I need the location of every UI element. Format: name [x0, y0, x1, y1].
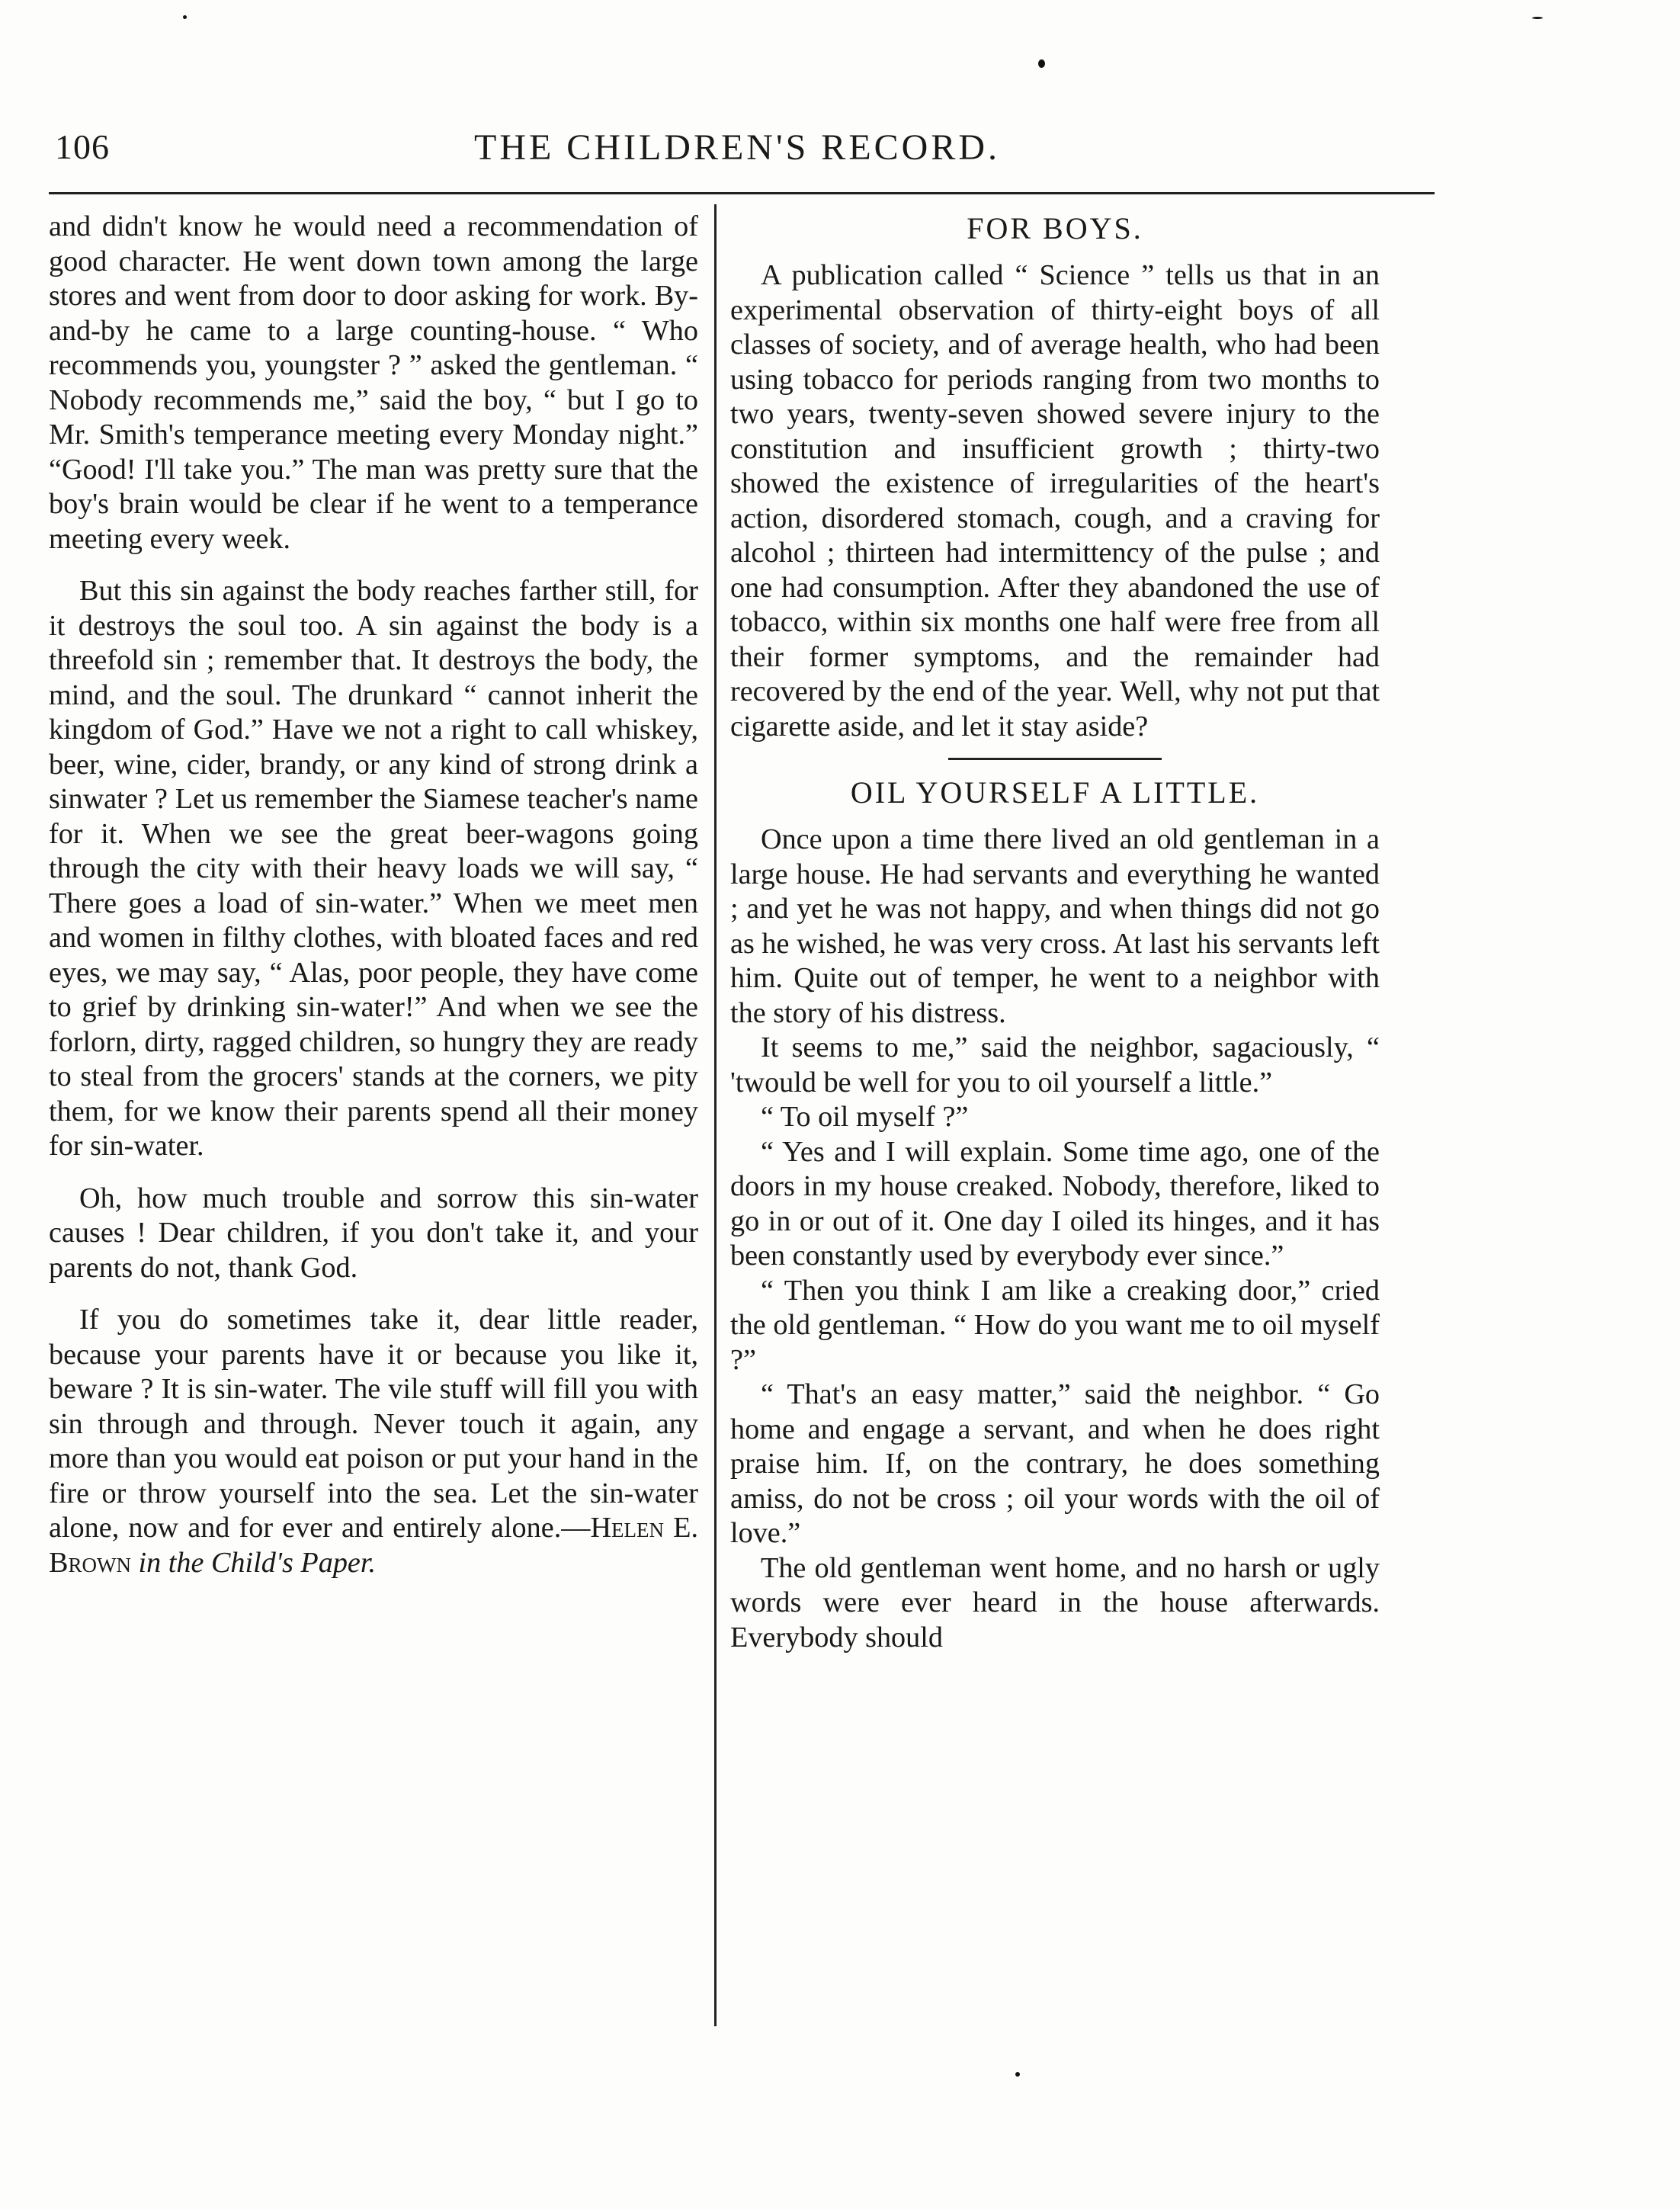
- header-rule: [49, 192, 1435, 194]
- right-column: [730, 210, 1380, 1655]
- paragraph: and didn't know he would need a recommendation of good character. He went down town among the large stores and went from door to door asking for work. By-and-by he came to a large counting-house. “ Who recommends you, youngster ? ” asked the gentleman. “ Nobody recommends me,” said the boy, “ but I go to Mr. Smith's temperance meeting every Monday night.” “Good! I'll take you.” The man was pretty sure that the boy's brain would be clear if he went to a temperance meeting every week.: [49, 210, 698, 555]
- paragraph: Oh, how much trouble and sorrow this sin-water causes ! Dear children, if you don't take it, and your parents do not, thank God.: [49, 1182, 698, 1284]
- print-speck: [1015, 2072, 1020, 2077]
- column-rule: [714, 204, 717, 2026]
- paragraph: “ Yes and I will explain. Some time ago, one of the doors in my house creaked. Nobody, therefore, liked to go in or out of it. One day I oiled its hinges, and it has been constantly used by everybody ever since.”: [730, 1135, 1380, 1272]
- page-header: [55, 127, 1419, 180]
- page-number: 106: [55, 127, 110, 166]
- paragraph-text: If you do sometimes take it, dear little reader, because your parents have it or because you like it, beware ? It is sin-water. The vile stuff will fill you with sin through and through. Never touch it again, any more than you would eat poison or put your hand in the fire or throw yourself into the sea. Let the sin-water alone, now and for ever and entirely alone.—: [49, 1304, 698, 1544]
- print-speck: [1532, 17, 1543, 19]
- print-speck: [1038, 59, 1045, 68]
- paragraph: “ To oil myself ?”: [761, 1101, 969, 1133]
- byline-source: in the Child's Paper.: [138, 1546, 377, 1579]
- paragraph: A publication called “ Science ” tells us that in an experimental observation of thirty-eight boys of all classes of society, and of average health, who had been using tobacco for periods ranging from two months to two years, twenty-seven showed severe injury to the constitution and insufficient growth ; thirty-two showed the existence of irregularities of the heart's action, disordered stomach, cough, and a craving for alcohol ; thirteen had intermittency of the pulse ; and one had consumption. After they abandoned the use of tobacco, within six months one half were free from all their former symptoms, and the remainder had recovered by the end of the year. Well, why not put that cigarette aside, and let it stay aside?: [730, 259, 1380, 743]
- section-title-for-boys: FOR BOYS.: [967, 211, 1143, 245]
- print-speck: [183, 15, 187, 19]
- byline-author: Helen E. Brown: [49, 1512, 698, 1579]
- left-column: [49, 210, 698, 1580]
- paragraph: The old gentleman went home, and no harsh or ugly words were ever heard in the house afterwards. Everybody should: [730, 1551, 1380, 1653]
- running-head: THE CHILDREN'S RECORD.: [474, 127, 1000, 168]
- section-title-oil-yourself: OIL YOURSELF A LITTLE.: [850, 775, 1260, 810]
- paragraph: Once upon a time there lived an old gentleman in a large house. He had servants and everything he wanted ; and yet he was not happy, and when things did not go as he wished, he was very cross. At last his servants left him. Quite out of temper, he went to a neighbor with the story of his distress.: [730, 823, 1380, 1029]
- paragraph: But this sin against the body reaches farther still, for it destroys the soul too. A sin against the body is a threefold sin ; remember that. It destroys the body, the mind, and the soul. The drunkard “ cannot inherit the kingdom of God.” Have we not a right to call whiskey, beer, wine, cider, brandy, or any kind of strong drink a sinwater ? Let us remember the Siamese teacher's name for it. When we see the great beer-wagons going through the city with their heavy loads we will say, “ There goes a load of sin-water.” When we meet men and women in filthy clothes, with bloated faces and red eyes, we may say, “ Alas, poor people, they have come to grief by drinking sin-water!” And when we see the forlorn, dirty, ragged children, so hungry they are ready to steal from the grocers' stands at the corners, we pity them, for we know their parents spend all their money for sin-water.: [49, 575, 698, 1162]
- paragraph: It seems to me,” said the neighbor, sagaciously, “ 'twould be well for you to oil yourself a little.”: [730, 1031, 1380, 1099]
- paragraph: “ Then you think I am like a creaking door,” cried the old gentleman. “ How do you want me to oil myself ?”: [730, 1274, 1380, 1376]
- paragraph: “ That's an easy matter,” said the neighbor. “ Go home and engage a servant, and when he does right praise him. If, on the contrary, he does something amiss, do not be cross ; oil your words with the oil of love.”: [730, 1378, 1380, 1549]
- paragraph: [49, 1303, 698, 1580]
- section-divider: [948, 758, 1162, 760]
